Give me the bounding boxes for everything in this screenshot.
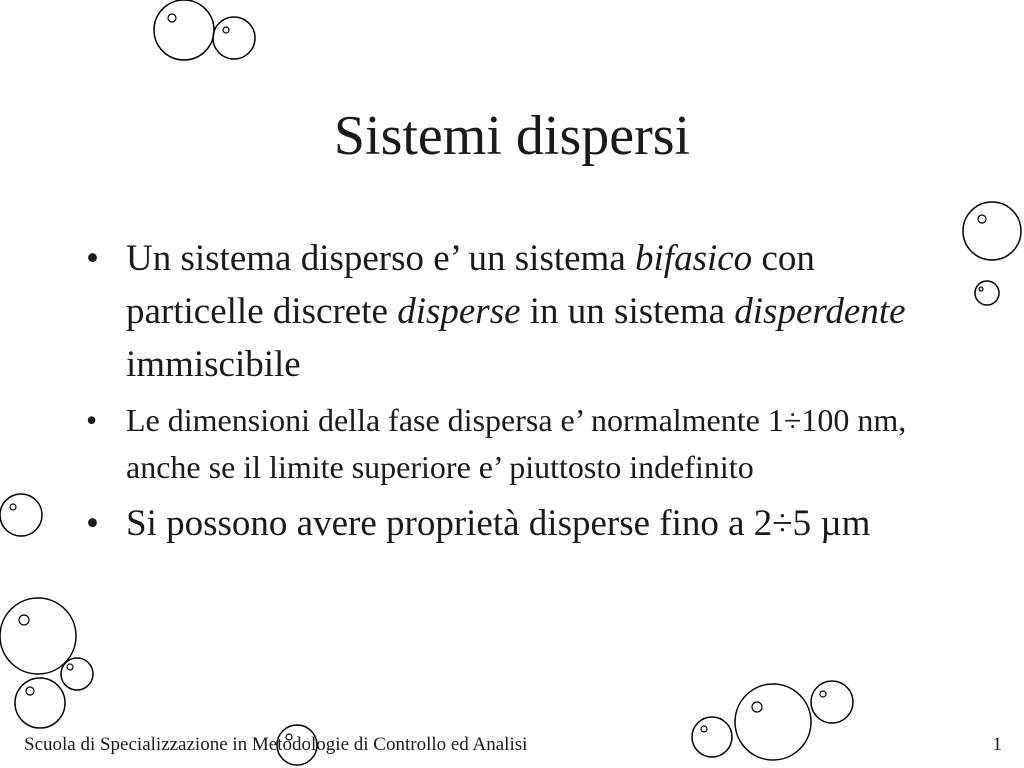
bullet-text: immiscibile (126, 344, 301, 385)
bubble-icon (15, 678, 65, 728)
bubble-icon (963, 202, 1021, 260)
footer-text: Scuola di Specializzazione in Metodologie di Controllo ed Analisi (24, 734, 528, 755)
slide-title: Sistemi dispersi (333, 105, 691, 167)
bubble-icon (0, 494, 42, 536)
bullet-text-italic: disperse (397, 291, 521, 332)
bubble-icon (811, 681, 853, 723)
bullet-text-italic: bifasico (635, 238, 753, 279)
bullet-item (86, 232, 946, 391)
bubble-icon (975, 281, 999, 305)
bullet-text-italic: disperdente (734, 291, 906, 332)
bullet-list (86, 232, 946, 556)
bullet-dot: • (86, 238, 99, 279)
bullet-text: Si possono avere proprietà disperse fino a 2÷5 µm (126, 503, 871, 544)
page-number: 1 (992, 734, 1002, 755)
bubble-icon (154, 0, 214, 60)
bubble-icon (213, 17, 255, 59)
bullet-text: con particelle discrete (126, 238, 815, 332)
bubble-icon (0, 598, 76, 674)
bullet-item (86, 397, 946, 491)
bullet-dot: • (86, 402, 98, 438)
bubble-icon (735, 684, 811, 760)
bubble-icon (692, 717, 732, 757)
bullet-item (86, 497, 946, 550)
bullet-text: in un sistema (520, 291, 735, 332)
bullet-text: Un sistema disperso e’ un sistema (126, 238, 636, 279)
bullet-text: Le dimensioni della fase dispersa e’ normalmente 1÷100 nm, anche se il limite superiore e’ piuttosto indefinito (126, 402, 907, 485)
bullet-dot: • (86, 503, 99, 544)
bubble-icon (61, 658, 93, 690)
